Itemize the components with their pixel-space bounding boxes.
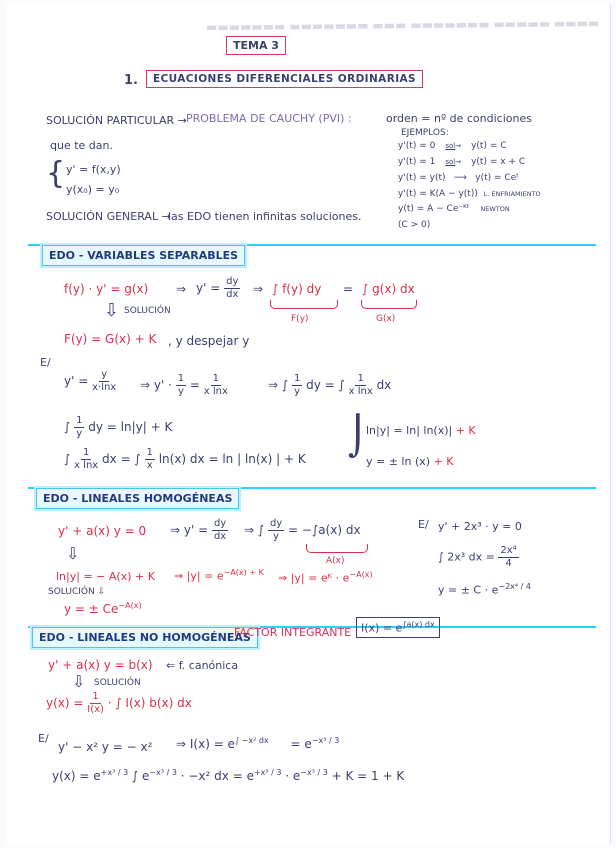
separable-solution: F(y) = G(x) + K (64, 332, 157, 346)
system-eq-1: y' = f(x,y) (66, 163, 121, 176)
example-tag: E/ (418, 518, 429, 531)
tema-label: TEMA 3 (226, 36, 286, 55)
integrating-factor-label: FACTOR INTEGRANTE : (234, 626, 359, 639)
primitive-f: F(y) (291, 314, 309, 324)
down-arrow-icon: ⇩ (104, 300, 120, 321)
non-homogeneous-equation: y' + a(x) y = b(x) (48, 658, 153, 672)
given-note: que te dan. (50, 139, 113, 152)
separable-solution-note: , y despejar y (168, 334, 250, 348)
sep-work-line-2: ∫ $\frac{1}{\text{x lnx}}$ dx = ∫ $\frac{1}{x}$ ln(x) dx = ln | ln(x) | + K (64, 447, 306, 471)
homogeneous-abs-step-2: ⇒ |y| = eᴷ · $e^{-A(x)}$ (278, 570, 373, 585)
general-solution-note: las EDO tienen infinitas soluciones. (168, 210, 362, 223)
system-brace: { (46, 156, 66, 191)
sep-result-1: ln|y| = ln| ln(x)| + K (366, 424, 476, 437)
example-tag: E/ (40, 356, 51, 369)
separable-equation: f(y) · y' = g(x) (64, 282, 149, 296)
bleed-through-text: ▬▬▬▬▬▬▬ ▬▬▬▬▬▬▬ ▬▬▬ ▬▬▬▬▬▬▬ ▬▬▬▬▬ ▬▬▬▬ (205, 15, 600, 35)
example-row-4: y'(t) = K(A − y(t)) L. ENFRIAMIENTO (398, 189, 541, 199)
solution-label: SOLUCIÓN (94, 678, 141, 688)
sep-result-2: y = ± ln (x) + K (366, 455, 454, 468)
homogeneous-example-eq: y' + 2x³ · y = 0 (438, 520, 522, 533)
example-tag: E/ (38, 732, 49, 745)
non-homogeneous-example-eq: y' − x² y = − x² (58, 740, 153, 754)
integral-right: ∫ g(x) dx (362, 282, 415, 296)
example-row-5: y(t) = A − Ce⁻ᴷᵗ NEWTON (398, 204, 510, 214)
equals-sign: = (343, 282, 354, 296)
general-solution-label: SOLUCIÓN GENERAL → (46, 210, 171, 223)
homogeneous-log-step: ln|y| = − A(x) + K (56, 570, 155, 583)
integrating-factor-box: $I(x) = e^{\int a(x) dx}$ (356, 617, 440, 638)
integral-left: ∫ f(y) dy (272, 282, 322, 296)
down-arrow-icon: ⇩ (66, 544, 80, 563)
homogeneous-step-2: ⇒ ∫ $\frac{dy}{y}$ = −∫a(x) dx (244, 518, 361, 542)
sep-work-line-1: ∫ $\frac{1}{y}$ dy = ln|y| + K (64, 415, 173, 439)
homogeneous-equation: y' + a(x) y = 0 (58, 524, 147, 538)
section-title-separable: EDO - VARIABLES SEPARABLES (42, 245, 245, 266)
order-note: orden = nº de condiciones (386, 112, 532, 125)
arrow: ⇒ (253, 282, 264, 296)
example-row-2: y'(t) = 1 sol→ y(t) = x + C (398, 157, 526, 167)
vertical-bracket: ⌡ (348, 414, 368, 458)
example-row-1: y'(t) = 0 sol→ y(t) = C (398, 141, 507, 151)
section-title-non-homogeneous: EDO - LINEALES NO HOMOGÉNEAS (32, 627, 258, 648)
example-row-3: y'(t) = y(t) ⟶ y(t) = Ceᵗ (398, 173, 519, 183)
sep-example-eq: y' = $\frac{y}{x\cdot\ln x}$ (64, 369, 117, 393)
solution-label: SOLUCIÓN (124, 306, 171, 316)
title-number: 1. (124, 73, 138, 88)
homogeneous-solution: y = ± $Ce^{-A(x)}$ (64, 601, 142, 616)
down-arrow-icon: ⇩ (72, 672, 86, 691)
homogeneous-example-integral: ∫ 2x³ dx = $\frac{\text{2x⁴}}{4}$ (438, 545, 517, 569)
underbrace-left (270, 300, 338, 309)
non-homogeneous-example-factor: ⇒ $I(x) = e^{\int -x^2 dx} = e^{-x^3 / 3}$ (176, 736, 340, 751)
notebook-page (6, 4, 611, 844)
section-title-homogeneous: EDO - LINEALES HOMOGÉNEAS (36, 488, 239, 509)
primitive-g: G(x) (376, 314, 396, 324)
system-eq-2: y(x₀) = y₀ (66, 183, 120, 196)
underbrace (306, 544, 368, 553)
homogeneous-example-result: y = ± $C \cdot e^{-2x^4 / 4}$ (438, 582, 531, 597)
canonical-form-note: ⇐ f. canónica (166, 659, 239, 672)
homogeneous-step-1: ⇒ y' = $\frac{dy}{dx}$ (170, 518, 227, 542)
derivative-notation: y' = $\frac{dy}{dx}$ (196, 276, 239, 300)
cauchy-label: PROBLEMA DE CAUCHY (PVI) : (186, 112, 352, 125)
particular-solution-label: SOLUCIÓN PARTICULAR → (46, 114, 187, 127)
arrow: ⇒ (176, 282, 187, 296)
main-title: ECUACIONES DIFERENCIALES ORDINARIAS (146, 70, 423, 88)
primitive-a: A(x) (326, 556, 345, 566)
underbrace-right (361, 300, 417, 309)
examples-title: EJEMPLOS: (401, 128, 449, 138)
homogeneous-abs-step: ⇒ $|y| = e^{-A(x) + K}$ (174, 568, 264, 583)
sep-example-step: ⇒ y' · $\frac{1}{y}$ = $\frac{1}{\text{x lnx}}$ (140, 373, 228, 397)
non-homogeneous-solution: y(x) = $\frac{1}{I(x)}$ · ∫ I(x) b(x) dx (46, 691, 192, 715)
example-row-6: (C > 0) (398, 220, 431, 230)
solution-label: SOLUCIÓN ⇩ (48, 587, 106, 597)
sep-example-integral: ⇒ ∫ $\frac{1}{y}$ dy = ∫ $\frac{1}{\text{x lnx}}$ dx (268, 373, 392, 397)
non-homogeneous-example-result: $y(x) = e^{+x^3 / 3}$ ∫ $e^{-x^3 / 3} \cdot -x^2$ dx = $e^{+x^3 / 3} \cdot e^{-x^3 / 3} + K = 1 + K$ (52, 768, 405, 783)
